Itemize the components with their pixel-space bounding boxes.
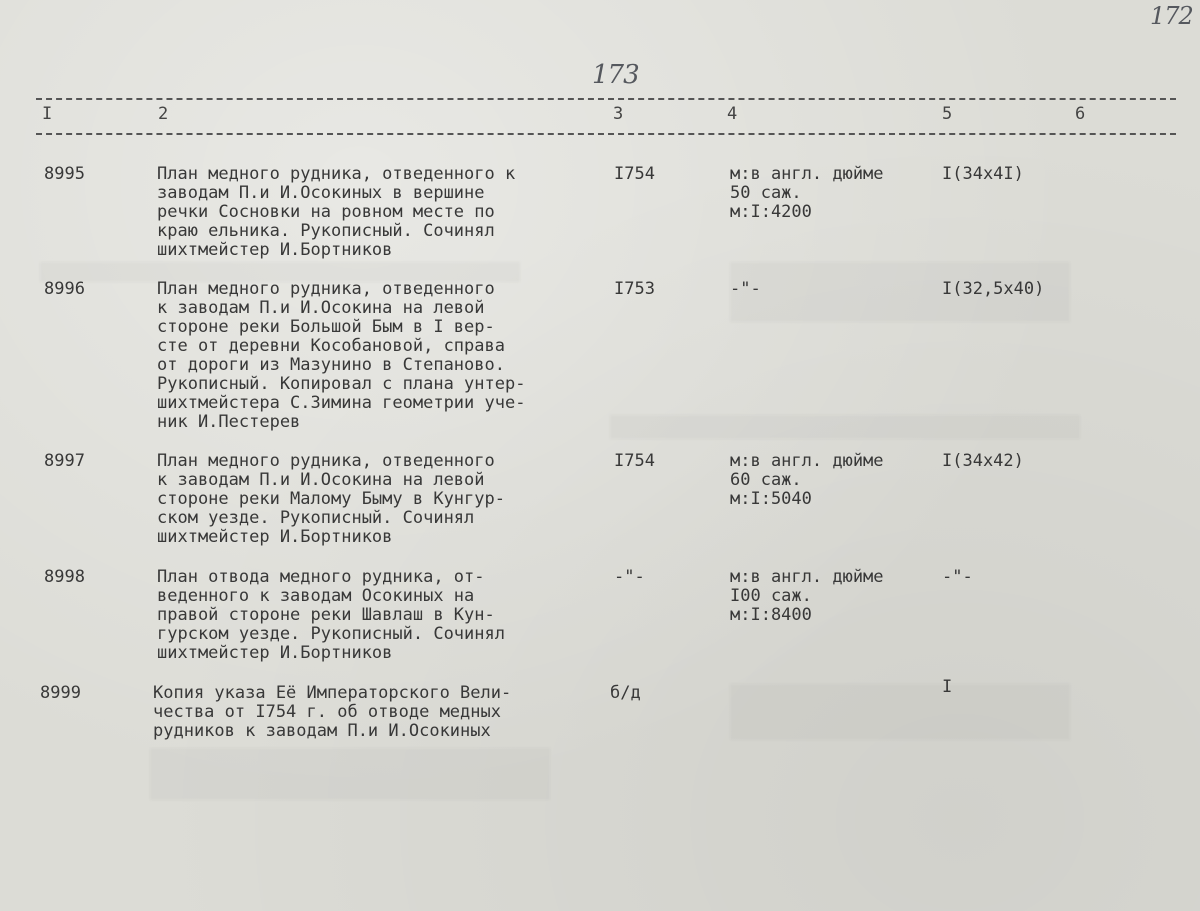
row-number: 8996 (44, 279, 85, 299)
column-header-2: 2 (158, 104, 169, 124)
column-header-6: 6 (1075, 104, 1086, 124)
row-description: План медного рудника, отведенного к заводам П.и И.Осокиных в вершине речки Сосновки на ровном месте по краю ельника. Рукописный. Сочинял шихтмейстер И.Бортников (157, 164, 516, 260)
row-year: I754 (614, 451, 655, 471)
bleed-through-shadow (150, 748, 550, 800)
row-year: I753 (614, 279, 655, 299)
header-top-rule (36, 98, 1176, 100)
row-sheets: I(34x42) (942, 451, 1024, 471)
row-year: б/д (610, 683, 641, 703)
bleed-through-shadow (610, 415, 1080, 439)
row-description: План отвода медного рудника, от- веденного к заводам Осокиных на правой стороне реки Шавлаш в Кун- гурском уезде. Рукописный. Сочинял шихтмейстер И.Бортников (157, 567, 505, 663)
row-description: План медного рудника, отведенного к заводам П.и И.Осокина на левой стороне реки Большой Бым в I вер- сте от деревни Кособановой, справа от дороги из Мазунино в Степаново. Рукописный. Копировал с плана унтер- шихтмейстера С.Зимина геометрии уче- ник И.Пестерев (157, 279, 526, 432)
row-description: План медного рудника, отведенного к заводам П.и И.Осокина на левой стороне реки Малому Быму в Кунгур- ском уезде. Рукописный. Сочинял шихтмейстер И.Бортников (157, 451, 505, 547)
row-number: 8995 (44, 164, 85, 184)
row-scale: м:в англ. дюйме 60 саж. м:I:5040 (730, 451, 884, 509)
column-header-1: I (42, 104, 53, 124)
row-sheets: I (942, 677, 953, 697)
column-header-4: 4 (727, 104, 738, 124)
row-number: 8998 (44, 567, 85, 587)
row-description: Копия указа Её Императорского Вели- чества от I754 г. об отводе медных рудников к заводам П.и И.Осокиных (153, 683, 512, 741)
bleed-through-shadow (730, 684, 1070, 740)
header-bottom-rule (36, 133, 1176, 135)
row-year: I754 (614, 164, 655, 184)
row-scale: м:в англ. дюйме 50 саж. м:I:4200 (730, 164, 884, 222)
row-sheets: I(32,5x40) (942, 279, 1045, 299)
row-sheets: -"- (942, 567, 973, 587)
column-header-5: 5 (942, 104, 953, 124)
page-number: 173 (592, 60, 639, 90)
row-sheets: I(34x4I) (942, 164, 1024, 184)
row-number: 8997 (44, 451, 85, 471)
row-scale: м:в англ. дюйме I00 саж. м:I:8400 (730, 567, 884, 625)
column-header-3: 3 (613, 104, 624, 124)
folio-number: 172 (1150, 2, 1193, 30)
row-year: -"- (614, 567, 645, 587)
row-number: 8999 (40, 683, 81, 703)
row-scale: -"- (730, 279, 761, 299)
